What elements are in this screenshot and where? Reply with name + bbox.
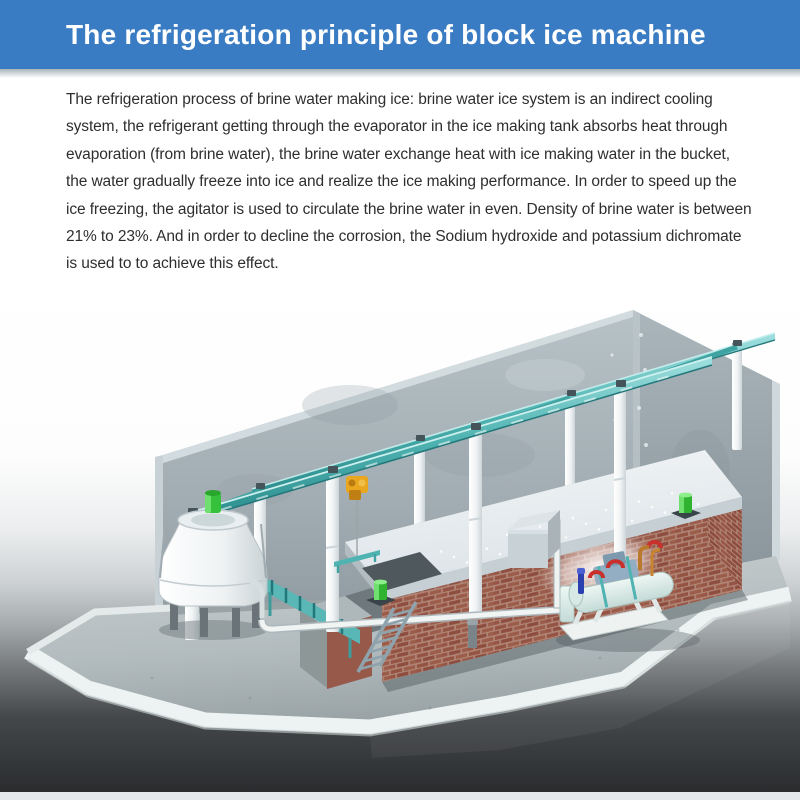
- paragraph-line: The refrigeration process of brine water making ice: brine water ice system is an indirect cooling: [66, 91, 713, 108]
- header-banner: [0, 0, 800, 69]
- paragraph-line: ice freezing, the agitator is used to circulate the brine water in even. Density of brine water is between: [66, 200, 752, 218]
- paragraph-line: is used to to achieve this effect.: [66, 255, 279, 273]
- paragraph-line: system, the refrigerant getting through the evaporator in the ice making tank absorbs heat through: [66, 118, 728, 136]
- banner-shadow: [0, 69, 800, 78]
- paragraph-line: evaporation (from brine water), the brine water exchange heat with ice making water in the bucket,: [66, 145, 730, 163]
- bollard-post: [467, 620, 478, 648]
- illustration: [0, 280, 800, 800]
- paragraph-line: 21% to 23%. And in order to decline the corrosion, the Sodium hydroxide and potassium dichromate: [66, 228, 742, 246]
- intro-paragraph: [66, 86, 766, 278]
- illustration-svg: [0, 280, 800, 800]
- page-title: The refrigeration principle of block ice machine: [66, 18, 706, 50]
- paragraph-line: the water gradually freeze into ice and realize the ice making performance. In order to speed up the: [66, 173, 737, 191]
